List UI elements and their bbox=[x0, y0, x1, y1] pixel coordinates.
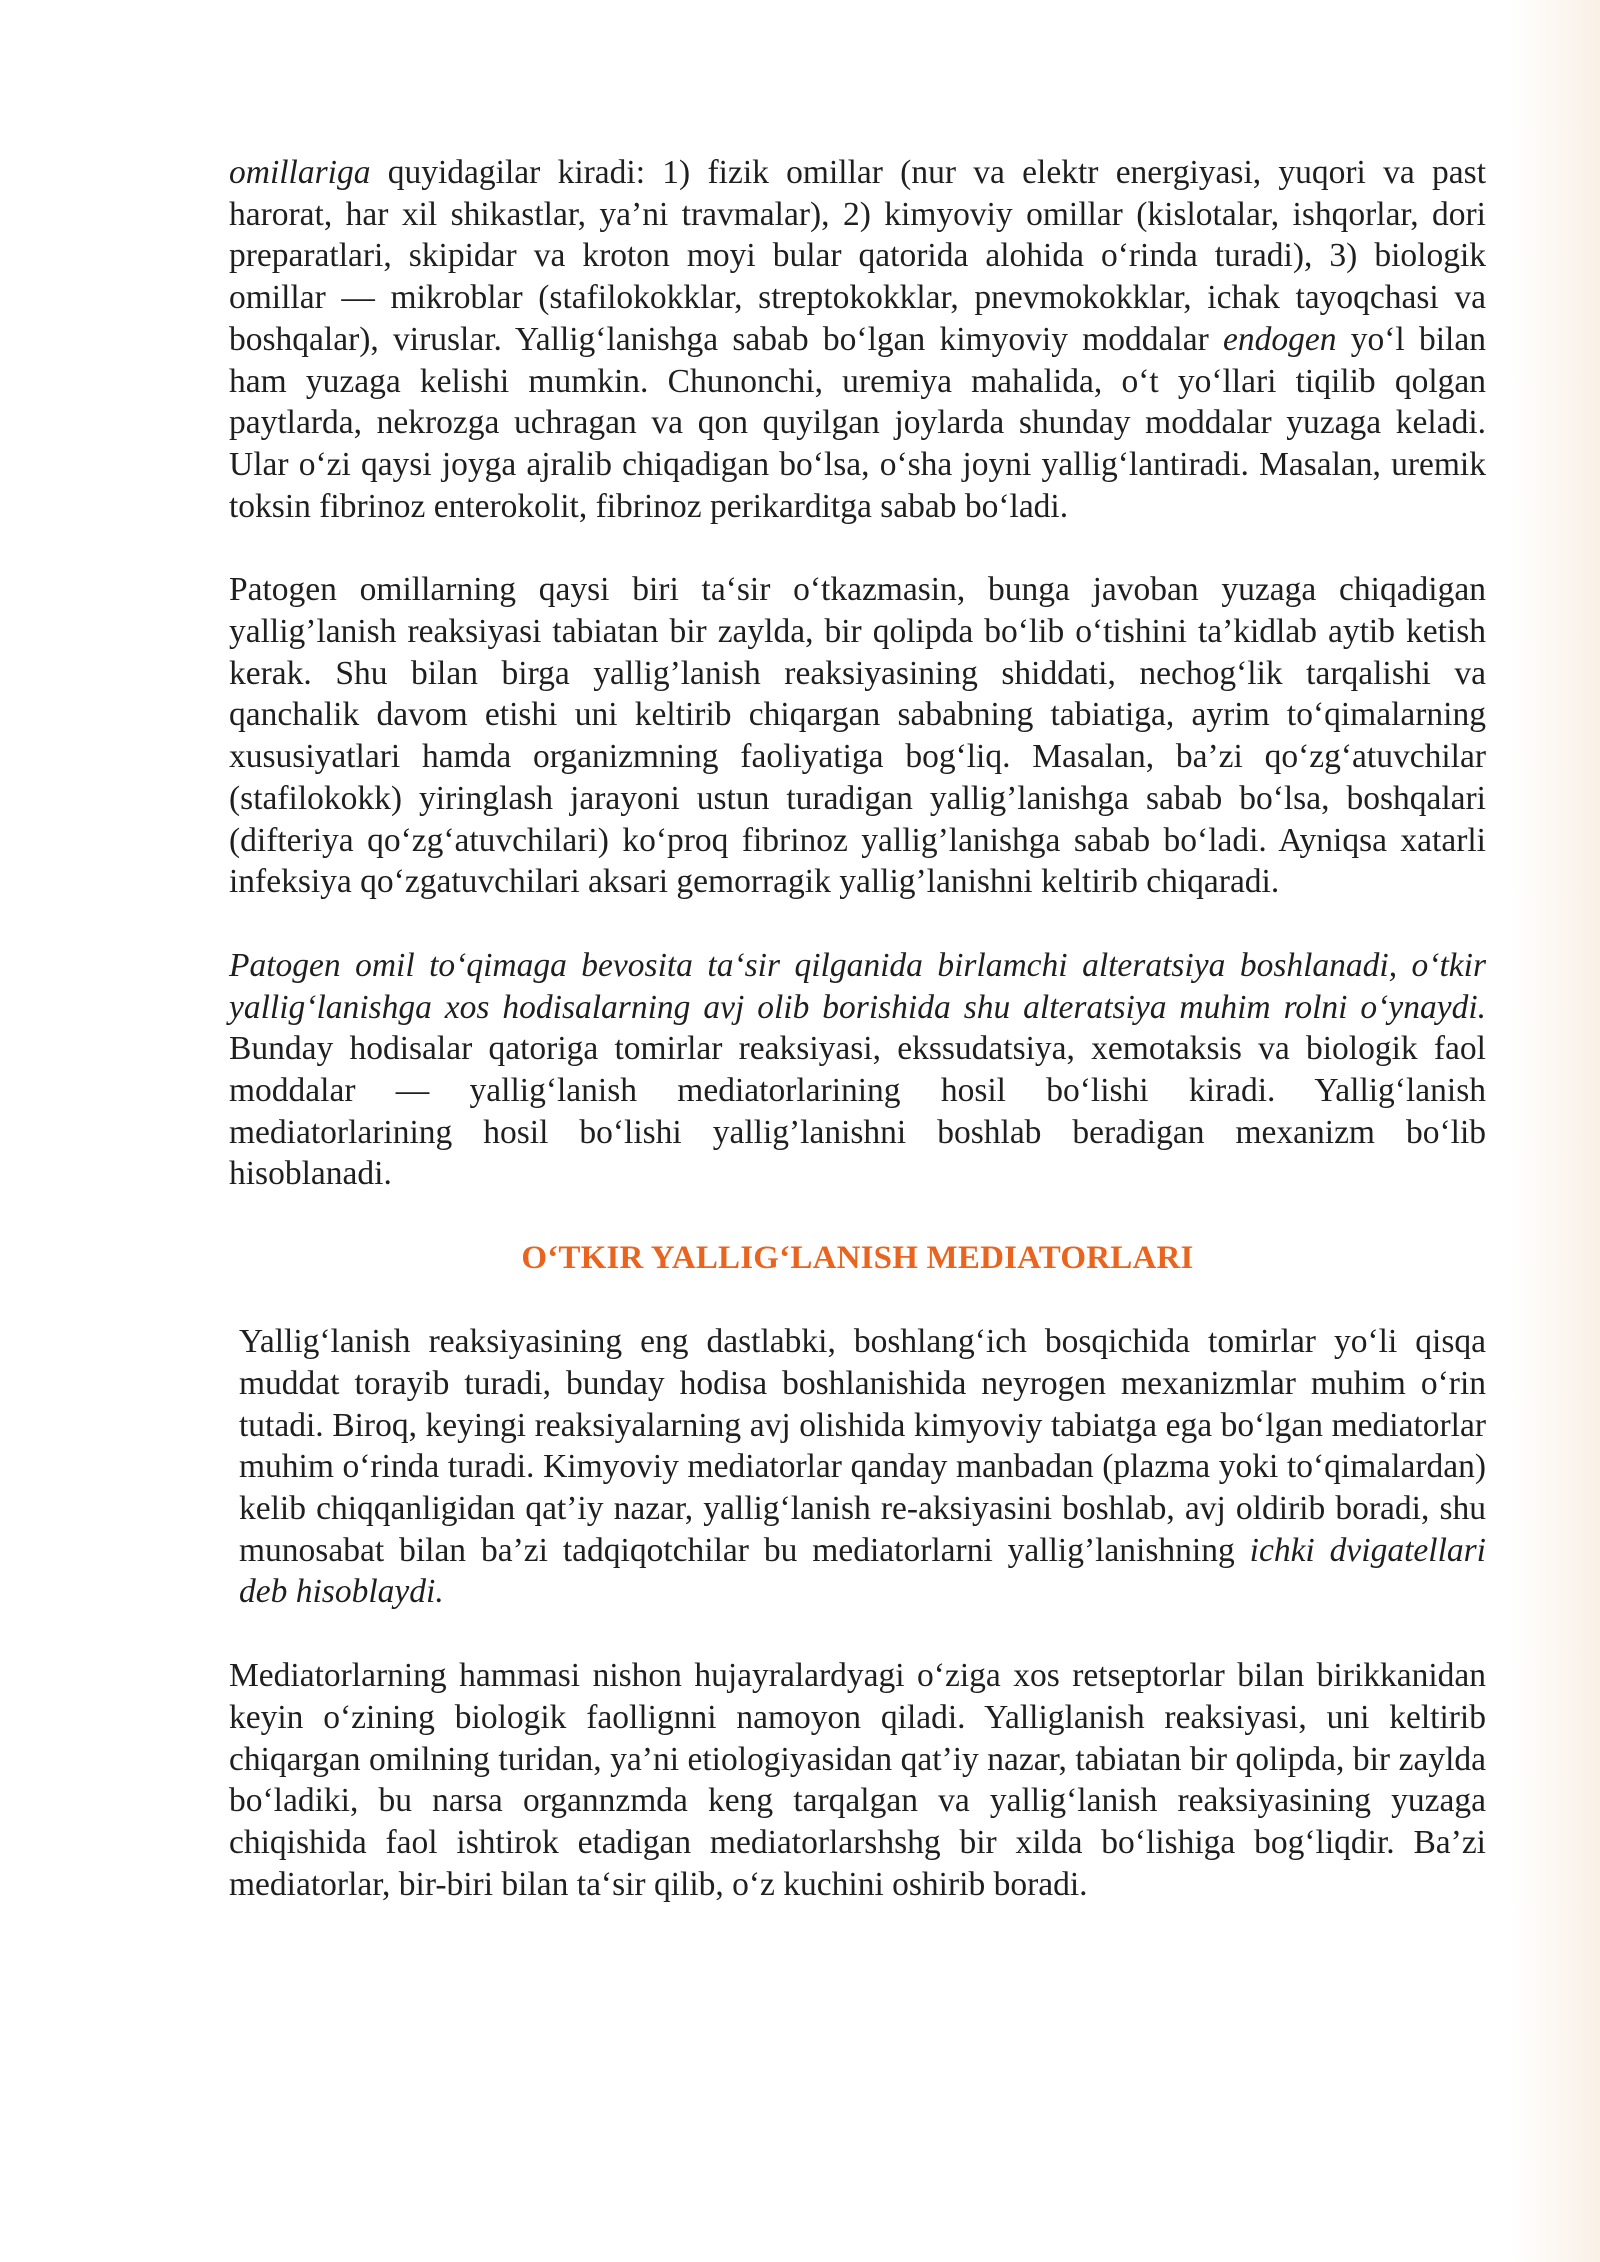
page-edge-shade bbox=[1510, 0, 1600, 2262]
italic-term-omillariga: omillariga bbox=[229, 154, 371, 191]
paragraph-text: Yallig‘lanish reaksiyasining eng dastlabki, boshlang‘ich bosqichida tomirlar yo‘li qisqa muddat torayib turadi, bunday hodisa boshlanishida neyrogen mexanizmlar muhim o‘rin tutadi. Biroq, keyingi reaksiyalarning avj olishida kimyoviy tabiatga ega bo‘lgan mediatorlar muhim o‘rinda turadi. Kimyoviy mediatorlar qanday manbadan (plazma yoki to‘qimalardan) kelib chiqqanligidan qat’iy nazar, yallig‘lanish re-aksiyasini boshlab, avj oldirib boradi, shu munosabat bilan ba’zi tadqiqotchilar bu mediatorlarni yallig’lanishning bbox=[239, 1323, 1486, 1569]
paragraph-mediators-intro bbox=[229, 1321, 1486, 1613]
document-page bbox=[229, 152, 1486, 1905]
italic-sentence-alteration: Patogen omil to‘qimaga bevosita ta‘sir qilganida birlamchi alteratsiya boshlanadi, o‘tkir yallig‘lanishga xos hodisalarning avj olib borishida shu alteratsiya muhim rolni o‘ynaydi. bbox=[229, 946, 1486, 1026]
italic-phrase-engines: ichki dvigatellari deb hisoblaydi. bbox=[239, 1531, 1486, 1611]
paragraph-text: quyidagilar kiradi: 1) fizik omillar (nur va elektr energiyasi, yuqori va past harorat, har xil shikastlar, ya’ni travmalar), 2) kimyoviy omillar (kislotalar, ishqorlar, dori preparatlari, skipidar va kroton moyi bular qatorida alohida o‘rinda turadi), 3) biologik omillar — mikroblar (stafilokokklar, streptokokklar, pnevmokokklar, ichak tayoqchasi va boshqalar), viruslar. Yallig‘lanishga sabab bo‘lgan kimyoviy moddalar bbox=[229, 154, 1486, 358]
paragraph-text: Bunday hodisalar qatoriga tomirlar reaksiyasi, ekssudatsiya, xemotaksis va biologik faol moddalar — yallig‘lanish mediatorlarining hosil bo‘lishi kiradi. Yallig‘lanish mediatorlarining hosil bo‘lishi yallig’lanishni boshlab beradigan mexanizm bo‘lib hisoblanadi. bbox=[229, 1030, 1486, 1193]
section-heading: O‘TKIR YALLIG‘LANISH MEDIATORLARI bbox=[521, 1240, 1194, 1277]
paragraph-text: yo‘l bilan ham yuzaga kelishi mumkin. Chunonchi, uremiya mahalida, o‘t yo‘llari tiqilib qolgan paytlarda, nekrozga uchragan va qon quyilgan joylarda shunday moddalar yuzaga keladi. Ular o‘zi qaysi joyga ajralib chiqadigan bo‘lsa, o‘sha joyni yallig‘lantiradi. Masalan, uremik toksin fibrinoz enterokolit, fibrinoz perikarditga sabab bo‘ladi. bbox=[229, 320, 1486, 525]
paragraph-alteration bbox=[229, 945, 1486, 1195]
paragraph-factors bbox=[229, 152, 1486, 527]
paragraph-mediators-receptors: Mediatorlarning hammasi nishon hujayralardyagi o‘ziga xos retseptorlar bilan birikkanidan keyin o‘zining biologik faollignni namoyon qiladi. Yalliglanish reaksiyasi, uni keltirib chiqargan omilning turidan, ya’ni etiologiyasidan qat’iy nazar, tabiatan bir qolipda, bir zaylda bo‘ladiki, bu narsa organnzmda keng tarqalgan va yallig‘lanish reaksiyasining yuzaga chiqishida faol ishtirok etadigan mediatorlarshshg bir xilda bo‘lishiga bog‘liqdir. Ba’zi mediatorlar, bir-biri bilan ta‘sir qilib, o‘z kuchini oshirib boradi. bbox=[229, 1657, 1486, 1903]
paragraph-pathogen-factors: Patogen omillarning qaysi biri ta‘sir o‘tkazmasin, bunga javoban yuzaga chiqadigan yallig’lanish reaksiyasi tabiatan bir zaylda, bir qolipda bo‘lib o‘tishini ta’kidlab aytib ketish kerak. Shu bilan birga yallig’lanish reaksiyasining shiddati, nechog‘lik tarqalishi va qanchalik davom etishi uni keltirib chiqargan sababning tabiatiga, ayrim to‘qimalarning xususiyatlari hamda organizmning faoliyatiga bog‘liq. Masalan, ba’zi qo‘zg‘atuvchilar (stafilokokk) yiringlash jarayoni ustun turadigan yallig’lanishga sabab bo‘lsa, boshqalari (difteriya qo‘zg‘atuvchilari) ko‘proq fibrinoz yallig’lanishga sabab bo‘ladi. Ayniqsa xatarli infeksiya qo‘zgatuvchilari aksari gemorragik yallig’lanishni keltirib chiqaradi. bbox=[229, 571, 1486, 901]
italic-term-endogen: endogen bbox=[1223, 320, 1337, 358]
